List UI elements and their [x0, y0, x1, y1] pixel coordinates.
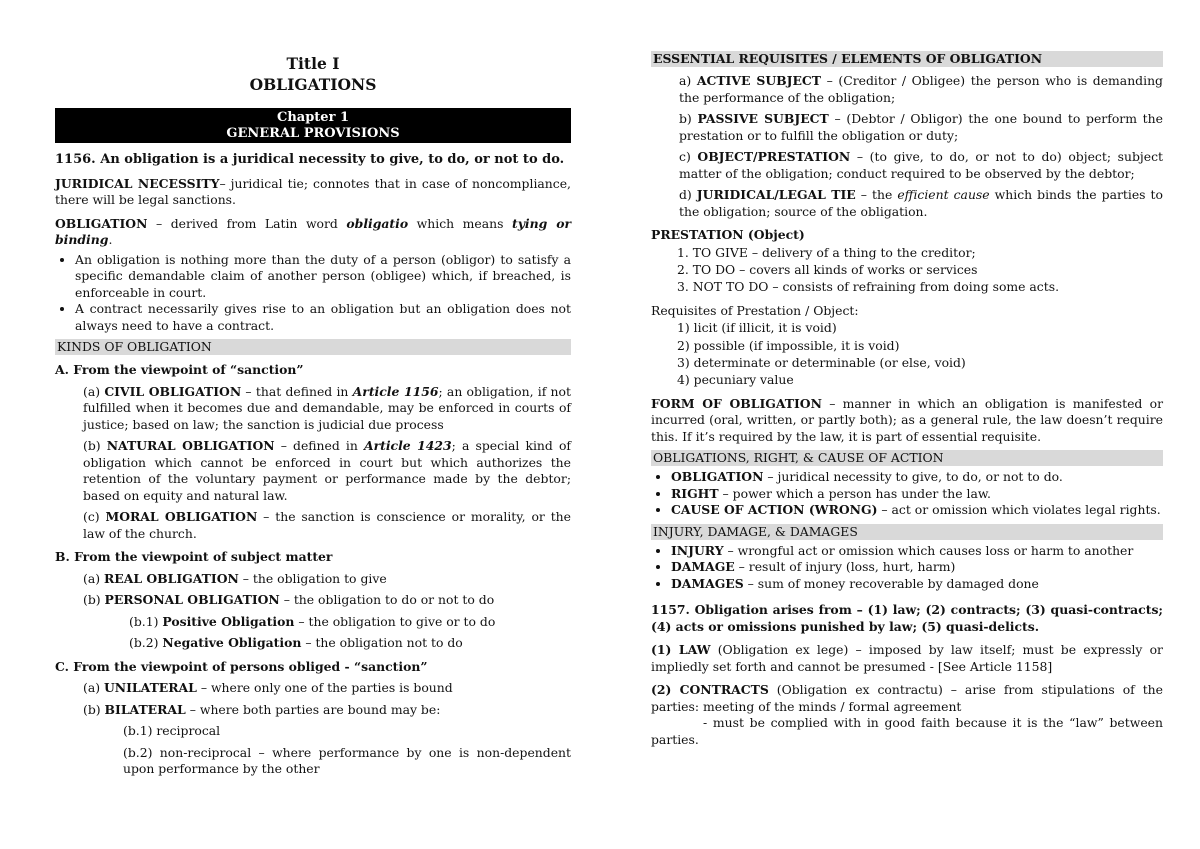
active-subject: a) ACTIVE SUBJECT – (Creditor / Obligee) the person who is demanding the performance of the obligation; — [679, 73, 1163, 105]
civil-obligation: (a) CIVIL OBLIGATION – that defined in Article 1156; an obligation, if not fulfilled when it becomes due and demandable, may be enforced in courts of justice; based on law; the sanction is judicial due process — [83, 383, 571, 432]
viewpoint-a-heading: A. From the viewpoint of “sanction” — [55, 362, 304, 377]
list-item: • RIGHT – power which a person has under the law. — [671, 486, 1163, 503]
title-line-1: Title I — [286, 54, 340, 73]
requisites-heading: Requisites of Prestation / Object: — [651, 302, 859, 318]
section-header-essential: ESSENTIAL REQUISITES / ELEMENTS OF OBLIGATION — [651, 51, 1163, 67]
list-item: • OBLIGATION – juridical necessity to give, to do, or not to do. — [671, 469, 1163, 486]
non-reciprocal: (b.2) non-reciprocal – where performance by one is non-dependent upon performance by the other — [123, 744, 571, 776]
reciprocal: (b.1) reciprocal — [123, 723, 221, 738]
chapter-number: Chapter 1 — [276, 110, 349, 125]
contracts-source: (2) CONTRACTS (Obligation ex contractu) – arise from stipulations of the parties: meeting of the minds / formal agreement — [651, 682, 1163, 714]
prestation-heading: PRESTATION (Object) — [651, 227, 805, 242]
requisites-list — [677, 319, 1163, 389]
list-item: 2. TO DO – covers all kinds of works or services — [677, 261, 978, 277]
list-item: • INJURY – wrongful act or omission which causes loss or harm to another — [671, 543, 1163, 560]
form-of-obligation: FORM OF OBLIGATION – manner in which an obligation is manifested or incurred (oral, written, or partly both); as a general rule, the law doesn’t require this. If it’s required by the law, it is part of essential requisite. — [651, 395, 1163, 444]
personal-obligation: (b) PERSONAL OBLIGATION – the obligation to do or not to do — [83, 592, 495, 607]
list-item: 3. NOT TO DO – consists of refraining from doing some acts. — [677, 279, 1060, 295]
left-column — [55, 50, 571, 778]
injury-list — [651, 543, 1163, 593]
obligation-definition: OBLIGATION – derived from Latin word obligatio which means tying or binding. — [55, 215, 571, 247]
object-prestation: c) OBJECT/PRESTATION – (to give, to do, or not to do) object; subject matter of the obligation; conduct required to be observed by the debtor; — [679, 149, 1163, 181]
term: OBLIGATION — [55, 215, 148, 231]
list-item: • DAMAGE – result of injury (loss, hurt, harm) — [671, 559, 1163, 576]
chapter-banner — [55, 108, 571, 143]
juridical-necessity-definition: JURIDICAL NECESSITY– juridical tie; connotes that in case of noncompliance, there will be legal sanctions. — [55, 175, 571, 207]
term: JURIDICAL NECESSITY — [55, 175, 220, 191]
article-1157: 1157. Obligation arises from – (1) law; (2) contracts; (3) quasi-contracts; (4) acts or omissions punished by law; (5) quasi-delicts. — [651, 602, 1163, 634]
section-header-kinds: KINDS OF OBLIGATION — [55, 339, 571, 355]
title-line-2: OBLIGATIONS — [249, 75, 377, 94]
list-item: • A contract necessarily gives rise to an obligation but an obligation does not always need to have a contract. — [75, 301, 571, 334]
bilateral-obligation: (b) BILATERAL – where both parties are bound may be: — [83, 701, 441, 717]
law-source: (1) LAW (Obligation ex lege) – imposed by law itself; must be expressly or impliedly set forth and cannot be presumed - [See Article 1158] — [651, 642, 1163, 674]
list-item: 1. TO GIVE – delivery of a thing to the creditor; — [677, 244, 976, 260]
positive-obligation: (b.1) Positive Obligation – the obligation to give or to do — [129, 613, 496, 629]
list-item: 1) licit (if illicit, it is void) — [677, 320, 837, 336]
right-column — [651, 51, 1163, 748]
unilateral-obligation: (a) UNILATERAL – where only one of the parties is bound — [83, 680, 453, 695]
prestation-list — [677, 244, 1163, 296]
list-item: • DAMAGES – sum of money recoverable by damaged done — [671, 576, 1163, 593]
juridical-tie: d) JURIDICAL/LEGAL TIE – the efficient cause which binds the parties to the obligation; source of the obligation. — [679, 187, 1163, 219]
list-item: • An obligation is nothing more than the duty of a person (obligor) to satisfy a specific demandable claim of another person (obligee) which, if breached, is enforceable in court. — [75, 252, 571, 302]
section-header-injury: INJURY, DAMAGE, & DAMAGES — [651, 524, 1163, 540]
negative-obligation: (b.2) Negative Obligation – the obligation not to do — [129, 635, 463, 650]
contracts-note: - must be complied with in good faith because it is the “law” between parties. — [651, 715, 1163, 747]
section-header-obligations-right: OBLIGATIONS, RIGHT, & CAUSE OF ACTION — [651, 450, 1163, 466]
list-item: • CAUSE OF ACTION (WRONG) – act or omission which violates legal rights. — [671, 502, 1163, 519]
viewpoint-b-heading: B. From the viewpoint of subject matter — [55, 549, 333, 564]
list-item: 3) determinate or determinable (or else, void) — [677, 355, 966, 371]
list-item: 4) pecuniary value — [677, 372, 794, 388]
viewpoint-c-heading: C. From the viewpoint of persons obliged - “sanction” — [55, 658, 428, 674]
natural-obligation: (b) NATURAL OBLIGATION – defined in Article 1423; a special kind of obligation which cannot be enforced in court but which authorizes the retention of the voluntary payment or performance made by the debtor; based on equity and natural law. — [83, 438, 571, 503]
moral-obligation: (c) MORAL OBLIGATION – the sanction is conscience or morality, or the law of the church. — [83, 509, 571, 541]
passive-subject: b) PASSIVE SUBJECT – (Debtor / Obligor) the one bound to perform the prestation or to fulfill the obligation or duty; — [679, 111, 1163, 143]
obligations-right-list — [651, 469, 1163, 519]
list-item: 2) possible (if impossible, it is void) — [677, 337, 900, 353]
obligation-notes — [55, 252, 571, 335]
real-obligation: (a) REAL OBLIGATION – the obligation to give — [83, 570, 387, 586]
chapter-title: GENERAL PROVISIONS — [226, 125, 400, 141]
article-1156: 1156. An obligation is a juridical necessity to give, to do, or not to do. — [55, 152, 565, 167]
